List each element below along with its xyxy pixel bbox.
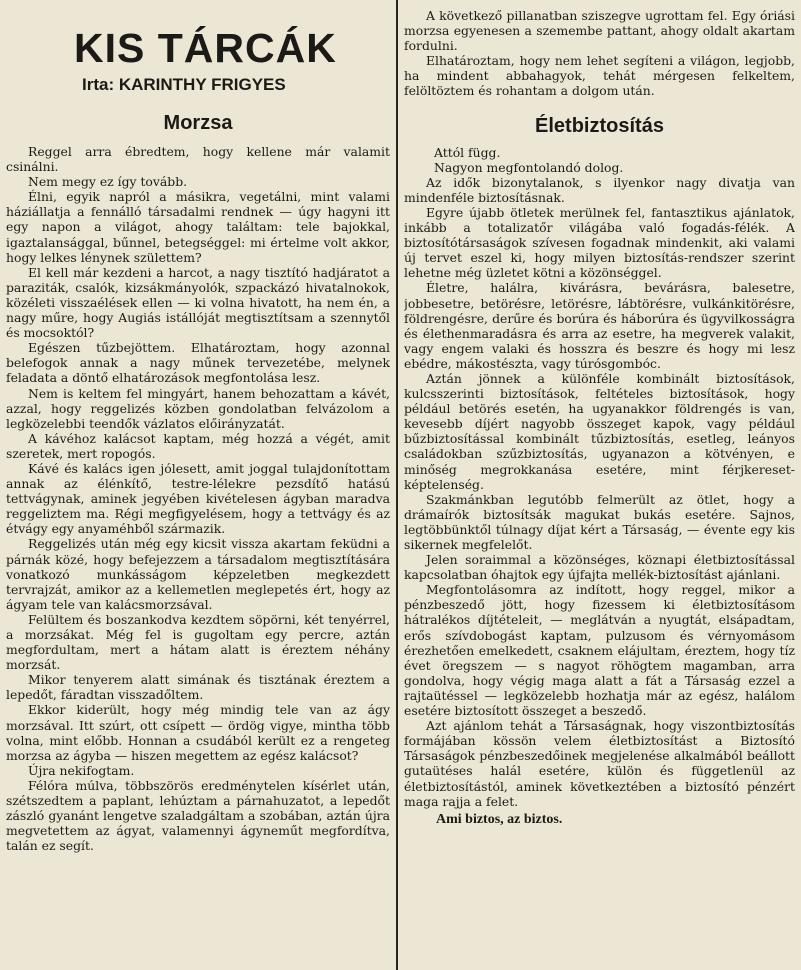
right-column (404, 0, 795, 970)
paragraph: Felültem és boszankodva kezdtem söpörni, két tenyérrel, a morzsákat. Még fel is gugoltam egy percre, aztán megfordultam, mert a hátam alatt is éreztem néhány morzsát. (6, 611, 390, 673)
author-byline: Irta: KARINTHY FRIGYES (82, 75, 286, 94)
paragraph: Újra nekifogtam. (28, 762, 135, 778)
paragraph: Az idők bizonytalanok, s ilyenkor nagy divatja van mindenféle biztosításnak. (404, 174, 795, 205)
paragraph: Nagyon megfontolandó dolog. (434, 159, 624, 175)
left-column (6, 0, 390, 970)
article-body-morzsa (6, 144, 390, 853)
paragraph: Szakmánkban legutóbb felmerült az ötlet, hogy a drámaírók biztosítsák magukat bukás esetére. Sajnos, legtöbbünktől túlnagy díjat kért a Társaság, — évente egy kis sikernek megfelelőt. (404, 491, 795, 552)
paragraph: Élni, egyik napról a másikra, vegetálni, mint valami háziállatja a fennálló társadalmi rendnek — úgy hagyni itt egy napon a világot, ahogy találtam: tele bajokkal, igaztalansággal, bűnnel, betegséggel: mi értelme volt akkor, hogy lelkes lénynek születtem? (6, 189, 390, 265)
paragraph: Mikor tenyerem alatt simának és tisztának éreztem a lepedőt, fáradtan visszadőltem. (6, 672, 390, 703)
article-continuation-morzsa (404, 8, 795, 99)
paragraph: Megfontolásomra az indított, hogy reggel, mikor a pénzbeszedő jött, hogy fizessem ki életbiztosításom hátralékos díjtételeit, — meglátván a nyugtát, elsápadtam, erős szívdobogást kaptam, pulzusom és vérnyomásom érezhetően emelkedett, csaknem elájultam, éreztem, hogy tíz évet öregszem — s nagyot röhögtem magamban, arra gondolva, hogy végig maga alatt a fát a Társaság ezzel a rajtaütéssel — legközelebb hozhatja már az egész, halálom esetére biztosított összeget a beszedő. (404, 582, 795, 719)
paragraph: Reggel arra ébredtem, hogy kellene már valamit csinálni. (6, 144, 390, 175)
paragraph: Félóra múlva, többszörös eredménytelen kísérlet után, szétszedtem a paplant, lehúztam a párnahuzatot, a lepedőt zászló gyanánt lengetve szaladgáltam a szobában, aztán újra megvetettem az ágyat, valamennyi ágyneműt megfordítva, talán ez segít. (6, 777, 390, 854)
paragraph: Reggelizés után még egy kicsit vissza akartam feküdni a párnák közé, hogy befejezzem a társadalom megtisztítására vonatkozó munkásságom képzeletben megkezdett tervrajzát, amikor az a kellemetlen meglepetés ért, hogy az ágyam tele van kalácsmorzsával. (6, 536, 390, 612)
paragraph: Ekkor kiderült, hogy még mindig tele van az ágy morzsával. Itt szúrt, ott csípett — ördög vigye, mintha több volna, mint előbb. Honnan a csudából került ez a rengeteg morzsa az ágyba — hiszen megettem az egész kalácsot? (6, 702, 390, 763)
section-title: KIS TÁRCÁK (74, 25, 337, 71)
paragraph: A kávéhoz kalácsot kaptam, még hozzá a végét, amit szeretek, mert ropogós. (6, 430, 390, 461)
paragraph: A következő pillanatban sziszegve ugrottam fel. Egy óriási morzsa egyenesen a szemembe pattant, ahogy oldalt akartam fordulni. (404, 8, 795, 54)
paragraph: El kell már kezdeni a harcot, a nagy tisztító hadjáratot a paraziták, csalók, kizsákmányolók, szpackázó hivatalnokok, közéleti visszaélések ellen — ki volna hivatott, ha nem én, a nagy műre, hogy Augiás istállóját megtisztítsam a szennytől és mocsoktól? (6, 264, 390, 341)
column-divider (396, 0, 398, 970)
paragraph: Nem megy ez így tovább. (28, 174, 188, 190)
article-body-eletbiztositas (404, 175, 795, 809)
paragraph: Jelen soraimmal a közönséges, köznapi életbiztosítással kapcsolatban óhajtok egy újfajta mellék-biztosítást ajánlani. (404, 552, 795, 583)
article-title-morzsa: Morzsa (163, 112, 233, 134)
paragraph: Kávé és kalács igen jólesett, amit joggal tulajdonítottam annak az élénkítő, testre-lélekre pezsdítő hatású tettvágynak, aminek jegyében kivételesen ágyban maradva reggeliztem ma. Régi megfigyelésem, hogy a tettvágy és az étvágy egy anyaméhből származik. (6, 460, 390, 537)
paragraph: Egyre újabb ötletek merülnek fel, fantasztikus ajánlatok, inkább a totalizatőr világába való fogadás-félék. A biztosítótársaságok szívesen fogadnak mindenkit, aki valami új tervet eszel ki, hogy milyen biztosítás-rendszer szerint lehetne még üzletet kötni a közönséggel. (404, 204, 795, 281)
paragraph: Elhatároztam, hogy nem lehet segíteni a világon, legjobb, ha mindent abbahagyok, tehát mérgesen felkeltem, felöltöztem és rohantam a dolgom után. (404, 53, 795, 99)
paragraph: Attól függ. (434, 144, 501, 160)
closing-signature: Ami biztos, az biztos. (436, 811, 563, 827)
paragraph: Egészen tűzbejöttem. Elhatároztam, hogy azonnal belefogok annak a nagy műnek tervezetébe, melynek feladata a döntő elhatározások megfontolása lesz. (6, 340, 390, 386)
article-title-eletbiztositas: Életbiztosítás (535, 114, 664, 137)
paragraph: Azt ajánlom tehát a Társaságnak, hogy viszontbiztosítás formájában kössön velem életbiztosítást a Biztosító Társaságok pénzbeszedőinek megjelenése alkalmából beállott gutaütéses halál esetére, külön és függetlenül az életbiztosítástól, aminek következtében a biztosító pénzért maga rajja a felet. (404, 718, 795, 809)
paragraph: Nem is keltem fel mingyárt, hanem behozattam a kávét, azzal, hogy reggelizés közben gondolatban felvázolom a legközelebbi teendők vázlatos előirányzatát. (6, 385, 390, 431)
paragraph: Aztán jönnek a különféle kombinált biztosítások, kulcsszerinti biztosítások, feltételes biztosítások, hogy például betörés esetén, ha ugyanakkor földrengés is van, kevesebb díjért nagyobb összeget kapok, vagy például bűzbiztosítással kombinált tűzbiztosítás, esetleg, leányos családokban szűzbiztosítás, ugyanazon a kötvényen, e minőség megrokkanása esetére, mint férjkereset-képtelenség. (404, 370, 795, 492)
paragraph: Életre, halálra, kivárásra, bevárásra, balesetre, jobbesetre, betörésre, letörésre, lábtörésre, vulkánkitörésre, földrengésre, derűre és borúra és háborúra és ügyvilkosságra és élethenmaradásra és arra az esetre, ha megverek valakit, vagy engem valaki és hosszra és beszre és hogy mi lesz ebédre, mákostészta, vagy túrósgombóc. (404, 280, 795, 371)
short-lines (404, 145, 795, 175)
